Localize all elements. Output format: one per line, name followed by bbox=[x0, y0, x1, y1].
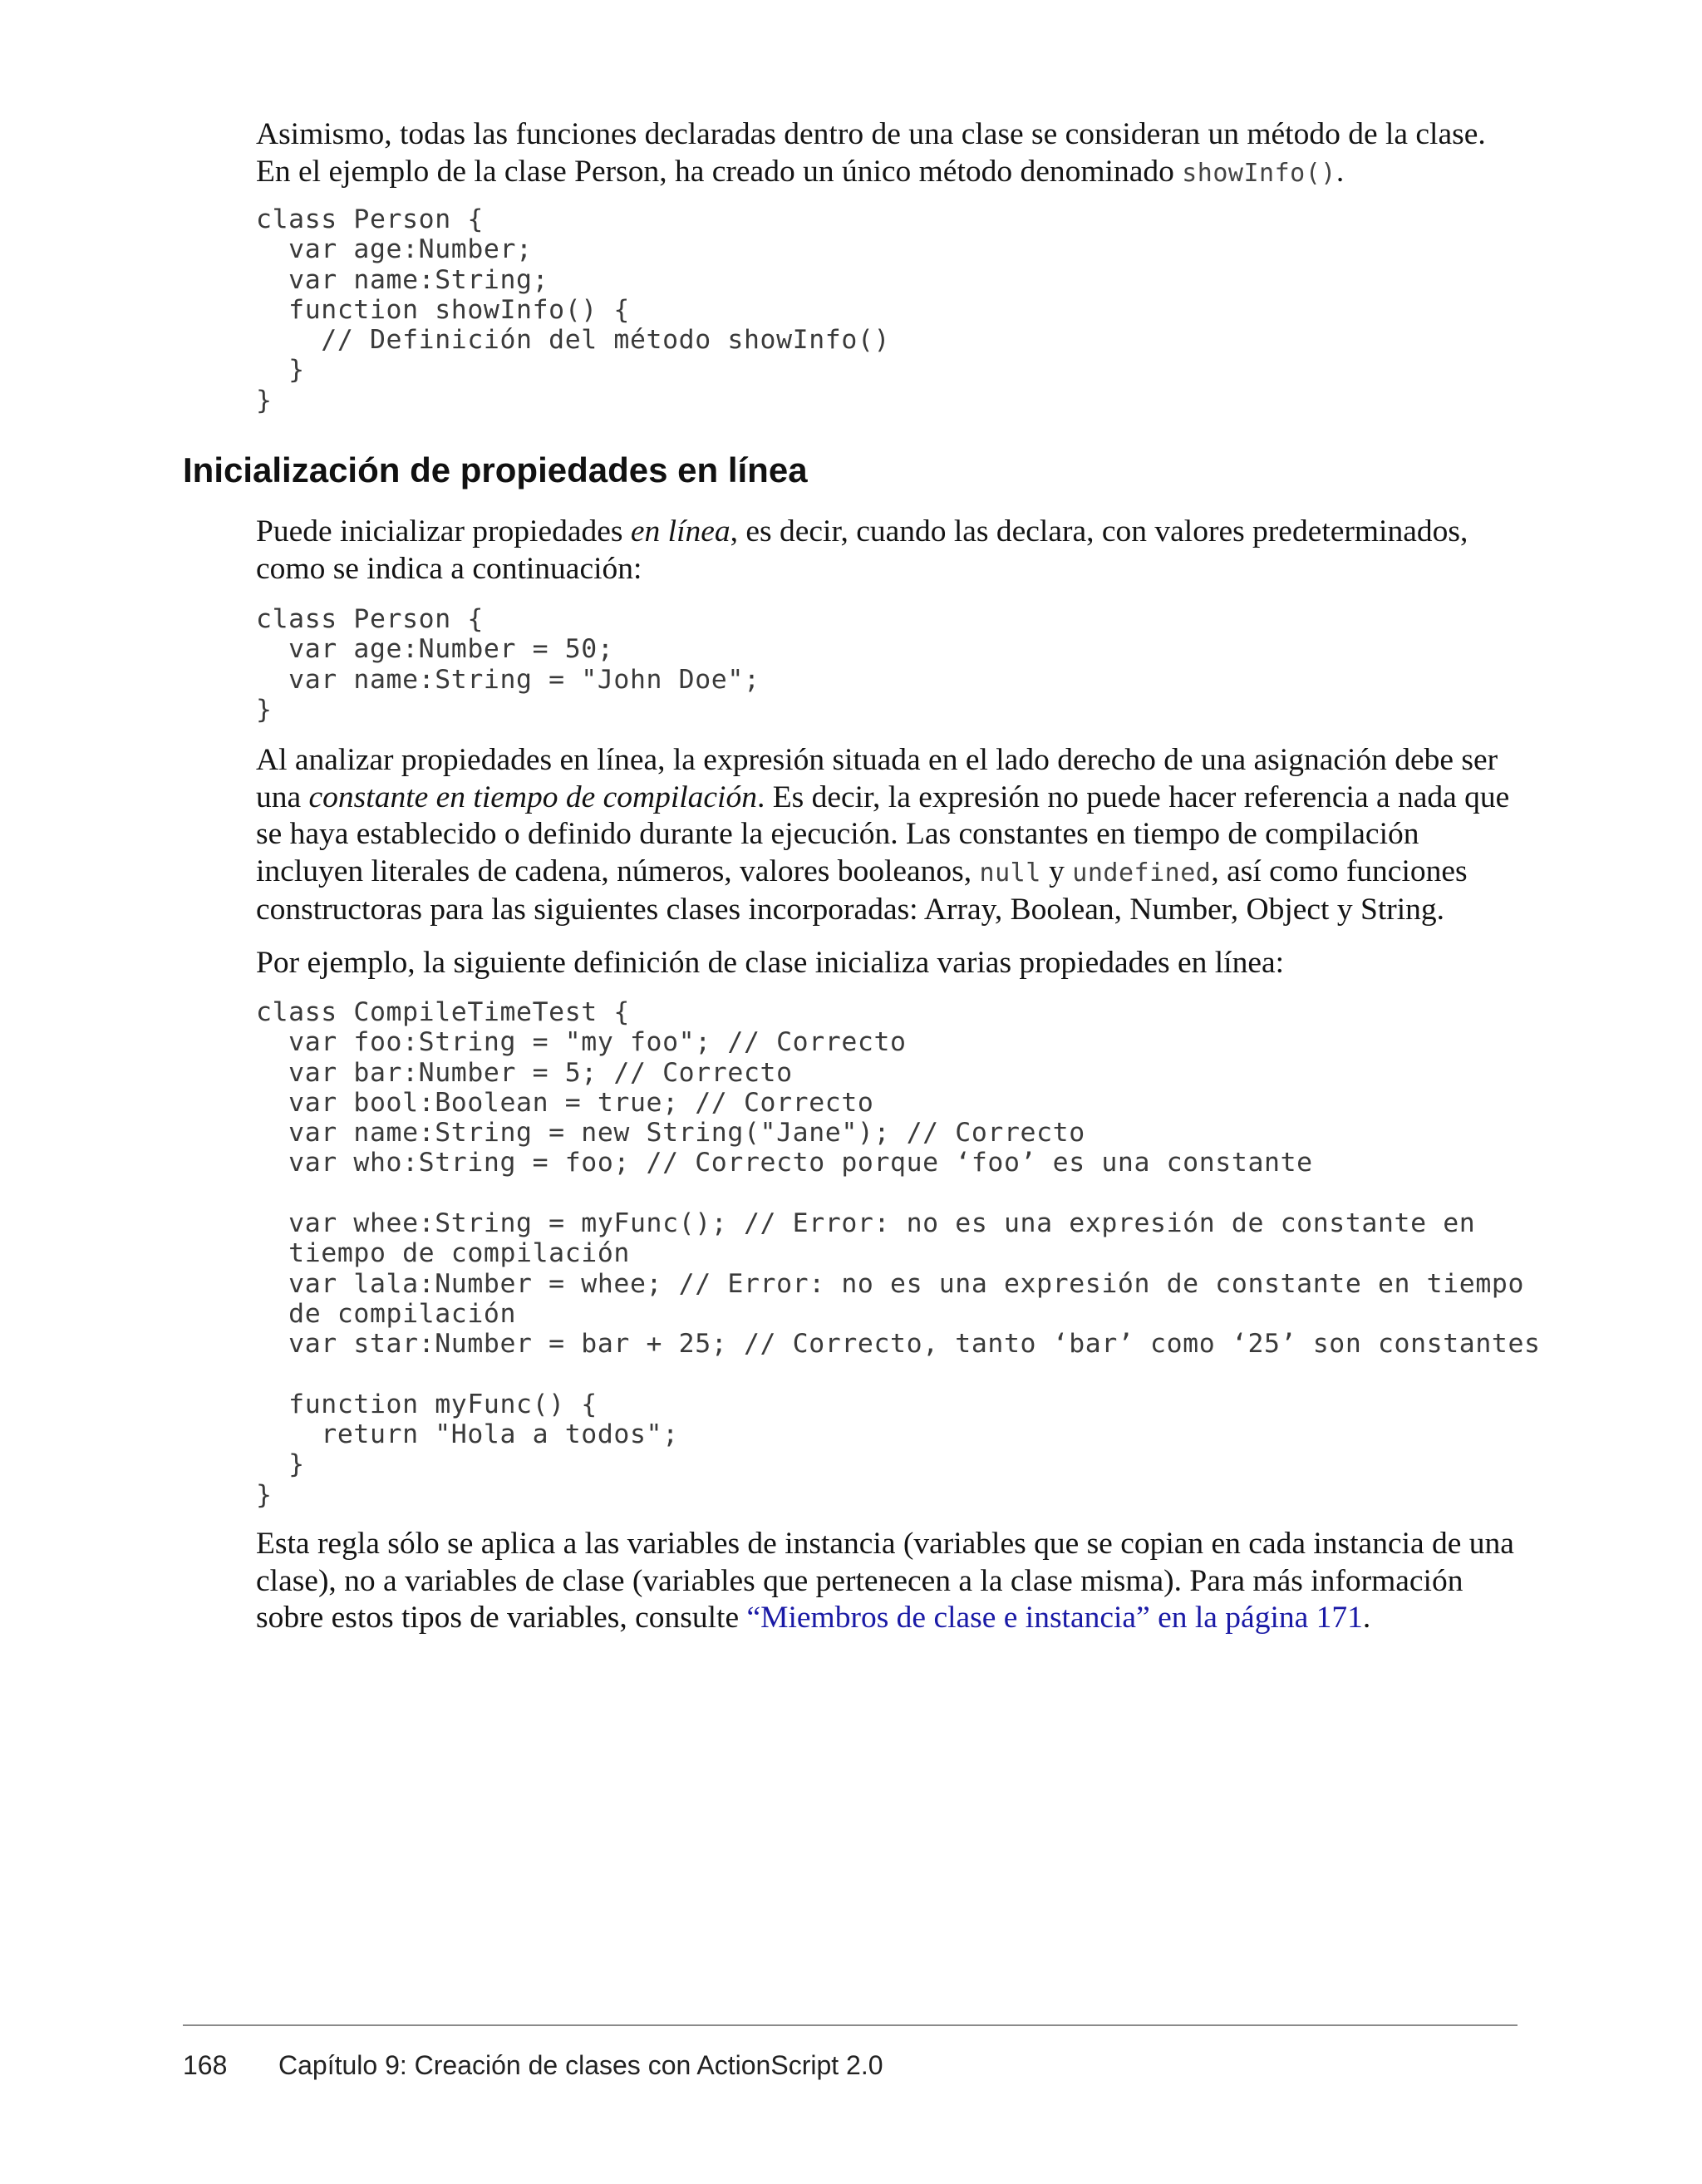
footer-divider bbox=[183, 2024, 1518, 2026]
code-block-person-defaults bbox=[256, 604, 1519, 725]
intro-line-1: Asimismo, todas las funciones declaradas dentro de una clase se consideran un método de la clase. bbox=[256, 117, 1486, 151]
p1-text-end: , es decir, cuando las declara, con valores predeterminados, como se indica a continuación: bbox=[256, 514, 1468, 586]
paragraph-inline-init bbox=[256, 514, 1519, 588]
inline-code-showinfo: showInfo() bbox=[1182, 158, 1336, 188]
p3-text: Por ejemplo, la siguiente definición de clase inicializa varias propiedades en línea: bbox=[256, 946, 1285, 980]
code-block-person-showinfo bbox=[256, 204, 1519, 416]
section-heading: Inicialización de propiedades en línea bbox=[183, 450, 808, 489]
cross-reference-link[interactable]: “Miembros de clase e instancia” en la página 171 bbox=[746, 1601, 1363, 1635]
code-block-text: class Person { var age:Number; var name:String; function showInfo() { // Definición del método showInfo() } } bbox=[256, 204, 891, 416]
p2-text-mid: . Es decir, la expresión no puede hacer referencia a nada que se haya establecido o definido durante la ejecución. Las constantes en tiempo de compilación incluyen literales de cadena, números, valores booleanos, bbox=[256, 780, 1510, 888]
intro-line-2-end: . bbox=[1336, 154, 1345, 189]
page-number: 168 bbox=[183, 2050, 228, 2080]
p1-text-start: Puede inicializar propiedades bbox=[256, 514, 631, 548]
intro-paragraph bbox=[256, 116, 1519, 192]
p4-text-end: . bbox=[1362, 1601, 1371, 1635]
p2-italic: constante en tiempo de compilación bbox=[308, 780, 757, 814]
inline-code-undefined: undefined bbox=[1072, 858, 1212, 888]
code-block-text: class Person { var age:Number = 50; var name:String = "John Doe"; } bbox=[256, 604, 760, 725]
paragraph-example-intro bbox=[256, 945, 1519, 982]
p2-text-start: Al analizar propiedades en línea, la expresión situada en el lado derecho de una asignación debe ser una bbox=[256, 743, 1498, 814]
paragraph-instance-variables bbox=[256, 1526, 1519, 1637]
p2-text-end: , así como funciones constructoras para las siguientes clases incorporadas: Array, Boolean, Number, Object y String. bbox=[256, 853, 1468, 927]
p4-text-start: Esta regla sólo se aplica a las variables de instancia (variables que se copian en cada instancia de una clase), no a variables de clase (variables que pertenecen a la clase misma). Para más información sobre estos tipos de variables, consulte bbox=[256, 1527, 1514, 1635]
intro-line-2-text: En el ejemplo de la clase Person, ha creado un único método denominado bbox=[256, 154, 1183, 189]
code-block-text: class CompileTimeTest { var foo:String = "my foo"; // Correcto var bar:Number = 5; // Correcto var bool:Boolean = true; // Correcto var name:String = new String("Jane"); // Correcto var who:String = foo; // Correcto porque ‘foo’ es una constante var whee:String = myFunc(); // Error: no es una expresión de constante en tiempo de compilación var lala:Number = whee; // Error: no es una expresión de constante en tiempo de compilación var star:Number = bar + 25; // Correcto, tanto ‘bar’ como ‘25’ son constantes function myFunc() { return "Hola a todos"; } } bbox=[256, 997, 1541, 1510]
inline-code-null: null bbox=[979, 858, 1041, 888]
code-block-compiletimetest bbox=[256, 997, 1541, 1510]
paragraph-compile-time bbox=[256, 742, 1519, 929]
page-footer bbox=[183, 2049, 883, 2082]
chapter-title: Capítulo 9: Creación de clases con ActionScript 2.0 bbox=[278, 2050, 883, 2080]
p2-text-and: y bbox=[1040, 853, 1073, 888]
p1-italic: en línea bbox=[630, 514, 730, 548]
